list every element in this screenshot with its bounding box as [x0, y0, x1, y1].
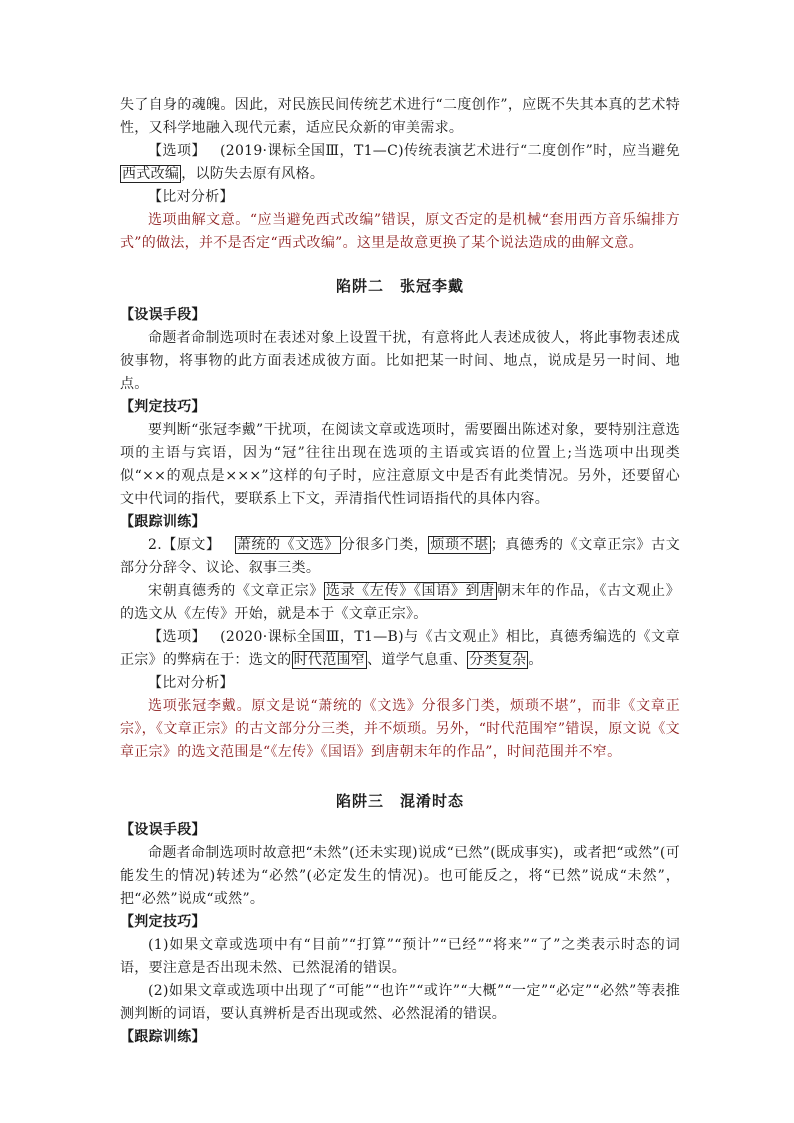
- trap3-method-label: 【设误手段】: [120, 822, 206, 838]
- trap2-analysis-label: 【比对分析】: [148, 675, 234, 691]
- option-label: 【选项】: [148, 143, 206, 159]
- trap2-analysis-text: 选项张冠李戴。原文是说“萧统的《文选》分很多门类，烦琐不堪”，而非《文章正宗》，《文章正宗》的古文部分分三类，并不烦琐。另外，“时代范围窄”错误，原文说《文章正宗》的选文范围是“《左传》《国语》到唐朝末年的作品”，时间范围并不窄。: [120, 698, 680, 760]
- option-label: 【选项】: [148, 629, 207, 645]
- source-boxed-3: 选录《左传》《国语》到唐: [325, 583, 495, 599]
- trap2-method-text: 命题者命制选项时在表述对象上设置干扰，有意将此人表述成彼人，将此事物表述成彼事物，将事物的此方面表述成彼方面。比如把某一时间、地点，说成是另一时间、地点。: [120, 330, 680, 392]
- option-boxed-1: 时代范围窄: [293, 652, 366, 668]
- trap2-option: 【选项】 (2020·课标全国Ⅲ，T1—B)与《古文观止》相比，真德秀编选的《文章正宗》的弊病在于：选文的 时代范围窄 、道学气息重、 分类复杂 。: [120, 629, 681, 668]
- source-boxed-1: 萧统的《文选》: [236, 537, 339, 553]
- trap2-title: 陷阱二 张冠李戴: [335, 277, 464, 295]
- option-source: (2019·课标全国Ⅲ，T1—C)传统表演艺术进行“二度创作”时，应当避免: [219, 143, 681, 159]
- source-boxed-2: 烦琐不堪: [430, 537, 489, 553]
- trap2-source-paragraph-2: 宋朝真德秀的《文章正宗》 选录《左传》《国语》到唐 朝末年的作品，《古文观止》的选文从《左传》开始，就是本于《文章正宗》。: [120, 583, 681, 622]
- option-boxed-phrase: 西式改编: [122, 166, 180, 182]
- trap3-method-text: 命题者命制选项时故意把“未然”(还未实现)说成“已然”(既成事实)，或者把“或然”(可能发生的情况)转述为“必然”(必定发生的情况)。也可能反之，将“已然”说成“未然”，把“必然”说成“或然”。: [120, 845, 680, 907]
- trap2-training-label: 【跟踪训练】: [120, 514, 206, 530]
- trap2-skill-label: 【判定技巧】: [120, 399, 206, 415]
- trap2-method-label: 【设误手段】: [120, 307, 206, 323]
- intro-paragraph: 失了自身的魂魄。因此，对民族民间传统艺术进行“二度创作”，应既不失其本真的艺术特性，又科学地融入现代元素，适应民众新的审美需求。: [120, 97, 680, 136]
- trap3-training-label: 【跟踪训练】: [120, 1029, 206, 1045]
- intro-analysis-text: 选项曲解文意。“应当避免西式改编”错误，原文否定的是机械“套用西方音乐编排方式”的做法，并不是否定“西式改编”。这里是故意更换了某个说法造成的曲解文意。: [120, 212, 680, 251]
- question-number: 2.: [148, 537, 162, 553]
- document-page: [120, 94, 680, 1049]
- option-boxed-2: 分类复杂: [469, 652, 527, 668]
- intro-analysis-label: 【比对分析】: [148, 189, 234, 205]
- trap3-skill-label: 【判定技巧】: [120, 914, 206, 930]
- trap3-skill-2: (2)如果文章或选项中出现了“可能”“也许”“或许”“大概”“一定”“必定”“必然”等表推测判断的词语，要认真辨析是否出现或然、必然混淆的错误。: [120, 983, 680, 1022]
- intro-option: [120, 140, 680, 186]
- trap2-question-source: 2.【原文】 萧统的《文选》 分很多门类， 烦琐不堪 ；真德秀的《文章正宗》古文部分分辞令、议论、叙事三类。: [120, 537, 680, 576]
- source-label: 【原文】: [161, 537, 221, 553]
- trap2-skill-text: 要判断“张冠李戴”干扰项，在阅读文章或选项时，需要圈出陈述对象，要特别注意选项的主语与宾语，因为“冠”往往出现在选项的主语或宾语的位置上;当选项中出现类似“××的观点是×××”这样的句子时，应注意原文中是否有此类情况。另外，还要留心文中代词的指代，要联系上下文，弄清指代性词语指代的具体内容。: [120, 422, 680, 507]
- trap3-title: 陷阱三 混淆时态: [335, 792, 464, 810]
- trap3-skill-1: (1)如果文章或选项中有“目前”“打算”“预计”“已经”“将来”“了”之类表示时态的词语，要注意是否出现未然、已然混淆的错误。: [120, 937, 680, 976]
- option-tail: ，以防失去原有风格。: [181, 166, 325, 182]
